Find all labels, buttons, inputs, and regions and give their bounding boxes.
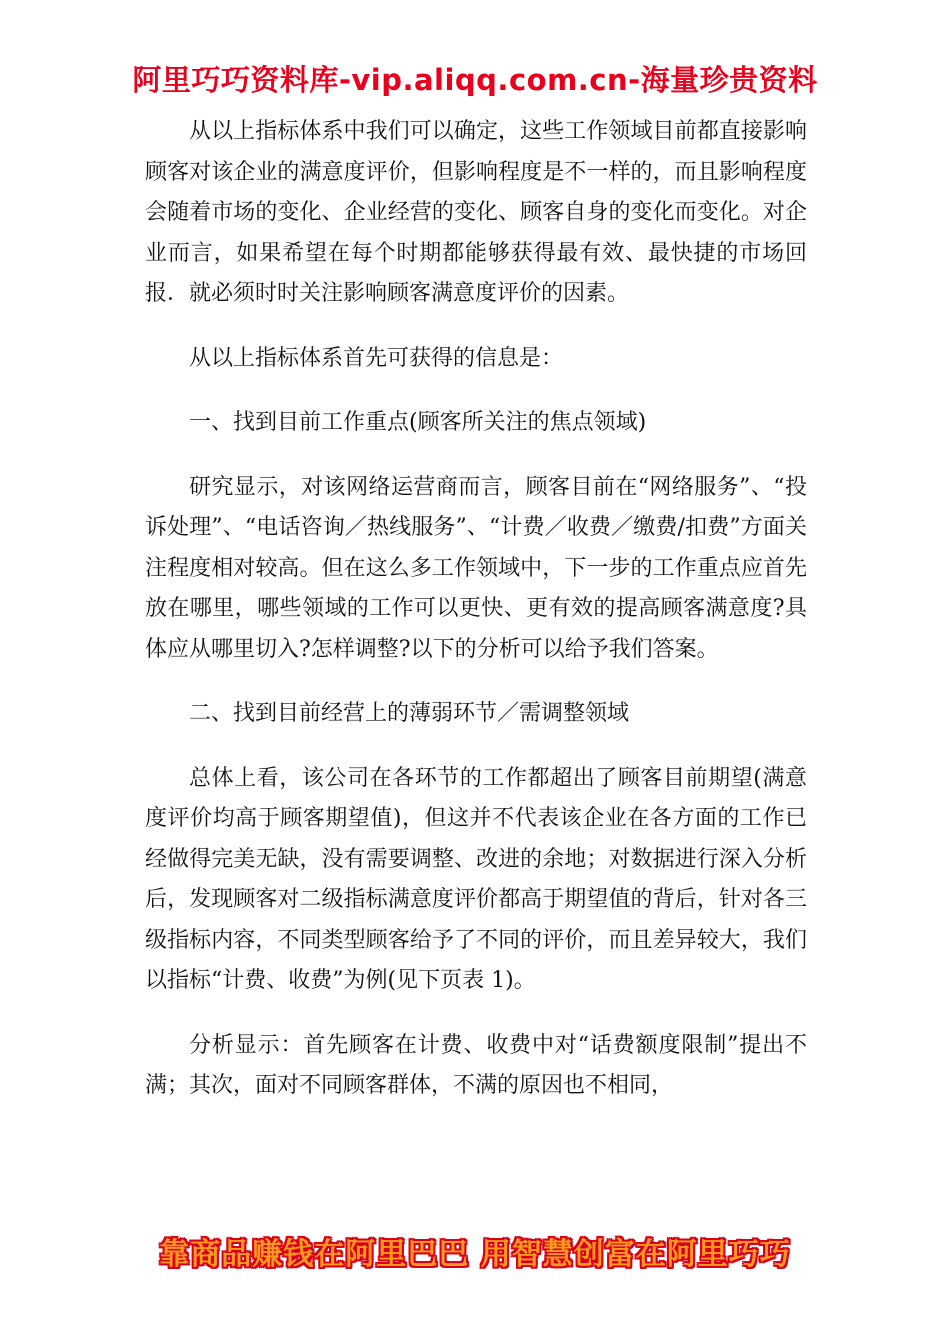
footer-banner: 靠商品赚钱在阿里巴巴 用智慧创富在阿里巧巧	[159, 1237, 791, 1272]
section-heading-1: 一、找到目前工作重点(顾客所关注的焦点领域)	[189, 410, 647, 435]
paragraph-research: 研究显示，对该网络运营商而言，顾客目前在“网络服务”、“投诉处理”、“电话咨询／热线服务”、“计费／收费／缴费/扣费”方面关注程度相对较高。但在这么多工作领域中，下一步的工作重点应首先放在哪里，哪些领域的工作可以更快、更有效的提高顾客满意度?具体应从哪里切入?怎样调整?以下的分析可以给予我们答案。	[145, 474, 807, 662]
paragraph-overall: 总体上看，该公司在各环节的工作都超出了顾客目前期望(满意度评价均高于顾客期望值)，但这并不代表该企业在各方面的工作已经做得完美无缺，没有需要调整、改进的余地；对数据进行深入分析后，发现顾客对二级指标满意度评价都高于期望值的背后，针对各三级指标内容，不同类型顾客给予了不同的评价，而且差异较大，我们以指标“计费、收费”为例(见下页表 1)。	[145, 765, 807, 993]
section-heading-2: 二、找到目前经营上的薄弱环节／需调整领域	[189, 701, 630, 726]
paragraph-analysis: 分析显示：首先顾客在计费、收费中对“话费额度限制”提出不满；其次，面对不同顾客群体，不满的原因也不相同，	[145, 1032, 807, 1098]
header-banner: 阿里巧巧资料库-vip.aliqq.com.cn-海量珍贵资料	[132, 63, 818, 97]
paragraph-info-lead: 从以上指标体系首先可获得的信息是：	[189, 345, 564, 371]
paragraph-intro: 从以上指标体系中我们可以确定，这些工作领域目前都直接影响顾客对该企业的满意度评价，但影响程度是不一样的，而且影响程度会随着市场的变化、企业经营的变化、顾客自身的变化而变化。对企业而言，如果希望在每个时期都能够获得最有效、最快捷的市场回报．就必须时时关注影响顾客满意度评价的因素。	[145, 119, 807, 306]
document-body	[145, 112, 807, 1107]
